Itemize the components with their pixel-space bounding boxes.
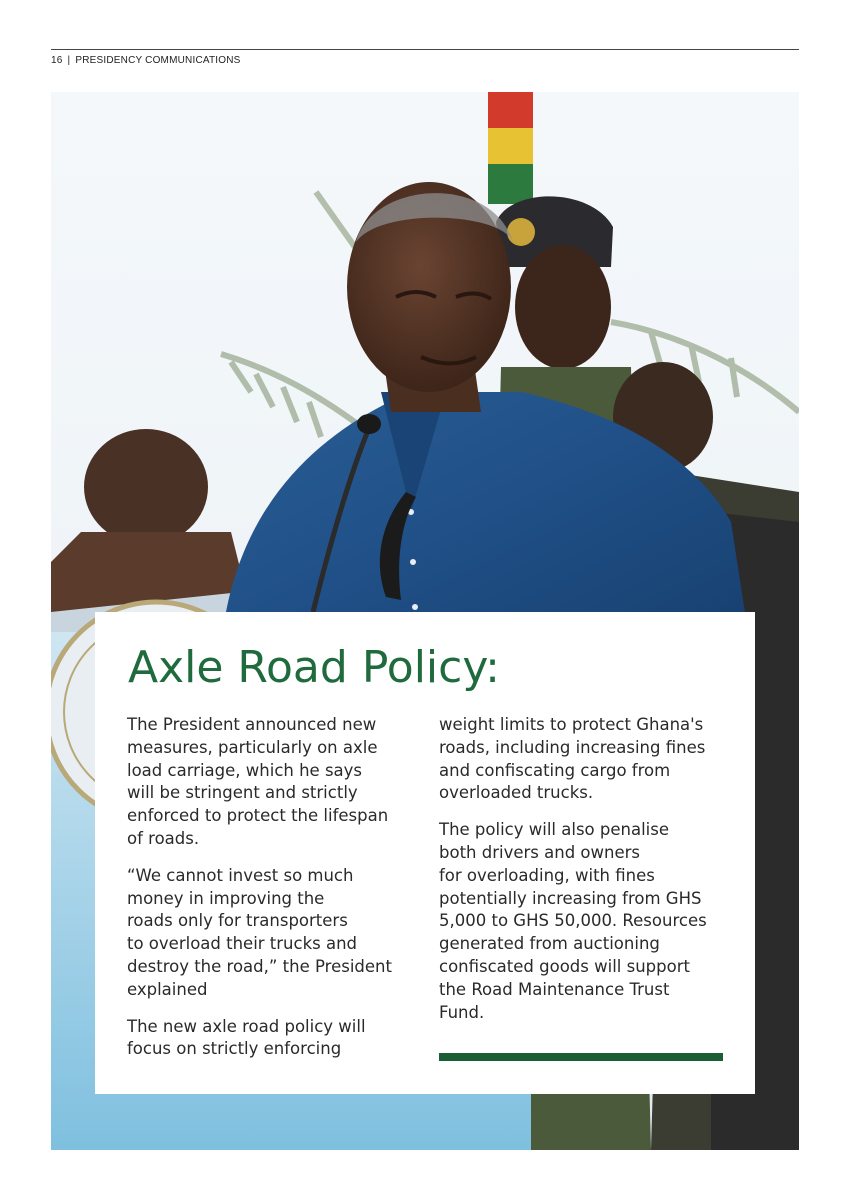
running-header xyxy=(51,55,241,66)
paragraph: The President announced new measures, particularly on axle load carriage, which he says will be stringent and strictly enforced to protect the lifespan of roads. xyxy=(127,715,389,848)
paragraph: weight limits to protect Ghana's roads, including increasing fines and confiscating cargo from overloaded trucks. xyxy=(439,715,706,803)
article-card xyxy=(95,612,755,1094)
article-title: Axle Road Policy: xyxy=(128,642,501,693)
accent-bar xyxy=(439,1053,723,1061)
page-number: 16 xyxy=(51,55,63,66)
paragraph: The new axle road policy will focus on strictly enforcing xyxy=(127,1016,366,1059)
right-column xyxy=(439,714,735,1038)
header-rule xyxy=(51,49,799,50)
paragraph-quote: “We cannot invest so much money in improving the roads only for transporters to overload their trucks and destroy the road,” the President explained xyxy=(127,865,392,999)
header-separator: | xyxy=(67,55,71,66)
paragraph: The policy will also penalise both drivers and owners for overloading, with fines potentially increasing from GHS 5,000 to GHS 50,000. Resources generated from auctioning confiscated goods will support the Road Maintenance Trust Fund. xyxy=(439,820,707,1022)
left-column xyxy=(127,714,419,1075)
section-title: PRESIDENCY COMMUNICATIONS xyxy=(75,55,241,66)
